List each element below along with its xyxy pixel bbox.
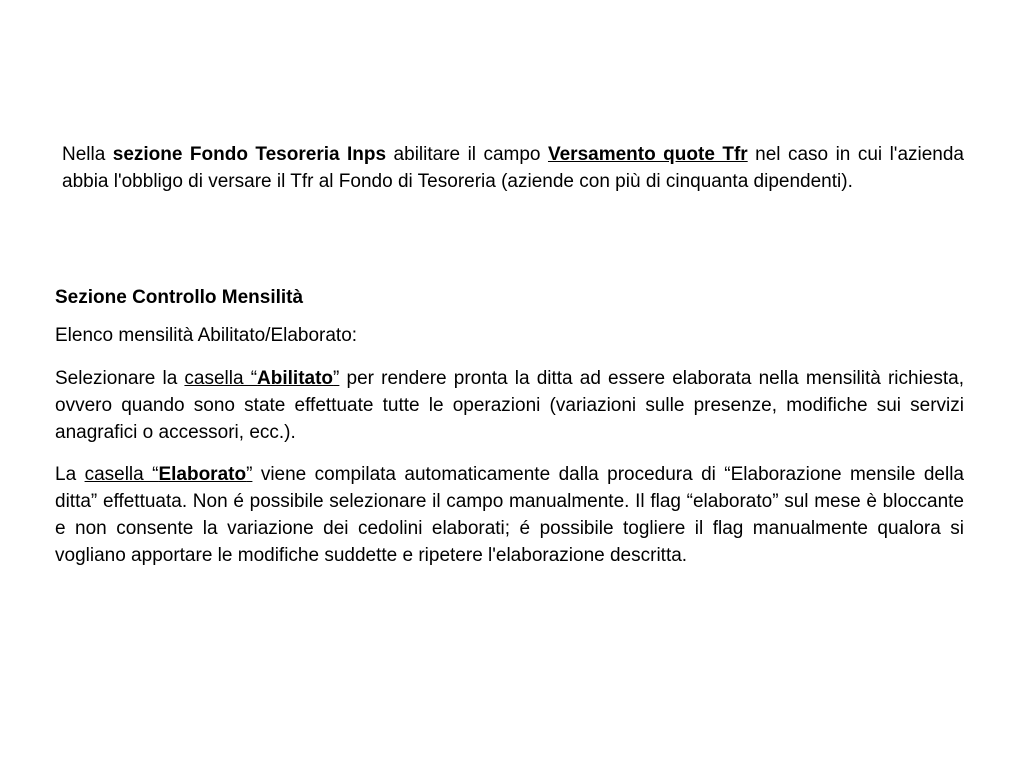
- abilitato-checkbox-ref: casella “Abilitato”: [184, 368, 340, 389]
- abilitato-text-2: per rendere pronta la ditta ad essere elaborata nella mensilità richiesta, ovvero quando sono state effettuate tutte le operazioni (variazioni sulle presenze, modifiche sui servizi anagrafici o accessori, ecc.).: [55, 368, 964, 443]
- tfr-text-2: abilitare il campo: [386, 144, 548, 165]
- elaborato-checkbox-ref: casella “Elaborato”: [84, 464, 253, 485]
- abilitato-label: Abilitato: [257, 368, 334, 389]
- elaborato-label: Elaborato: [158, 464, 247, 485]
- elaborato-text-2: viene compilata automaticamente dalla procedura di “Elaborazione mensile della ditta” effettuata. Non é possibile selezionare il campo manualmente. Il flag “elaborato” sul mese è bloccante e non consente la variazione dei cedolini elaborati; é possibile togliere il flag manualmente qualora si vogliano apportare le modifiche suddette e ripetere l'elaborazione descritta.: [55, 464, 964, 566]
- tfr-paragraph: [62, 141, 964, 195]
- elaborato-text-1: La: [55, 464, 85, 485]
- tfr-text-3: nel caso in cui l'azienda abbia l'obbligo di versare il Tfr al Fondo di Tesoreria (aziende con più di cinquanta dipendenti).: [62, 144, 964, 192]
- abilitato-text-1: Selezionare la: [55, 368, 185, 389]
- elaborato-paragraph: [55, 461, 964, 569]
- versamento-quote-tfr-field: Versamento quote Tfr: [547, 144, 748, 165]
- section-heading: Sezione Controllo Mensilità: [55, 287, 304, 308]
- tfr-text-1: Nella: [62, 144, 113, 165]
- tfr-section-name: sezione Fondo Tesoreria Inps: [112, 144, 387, 165]
- list-label: Elenco mensilità Abilitato/Elaborato:: [55, 325, 358, 346]
- abilitato-paragraph: [55, 365, 964, 446]
